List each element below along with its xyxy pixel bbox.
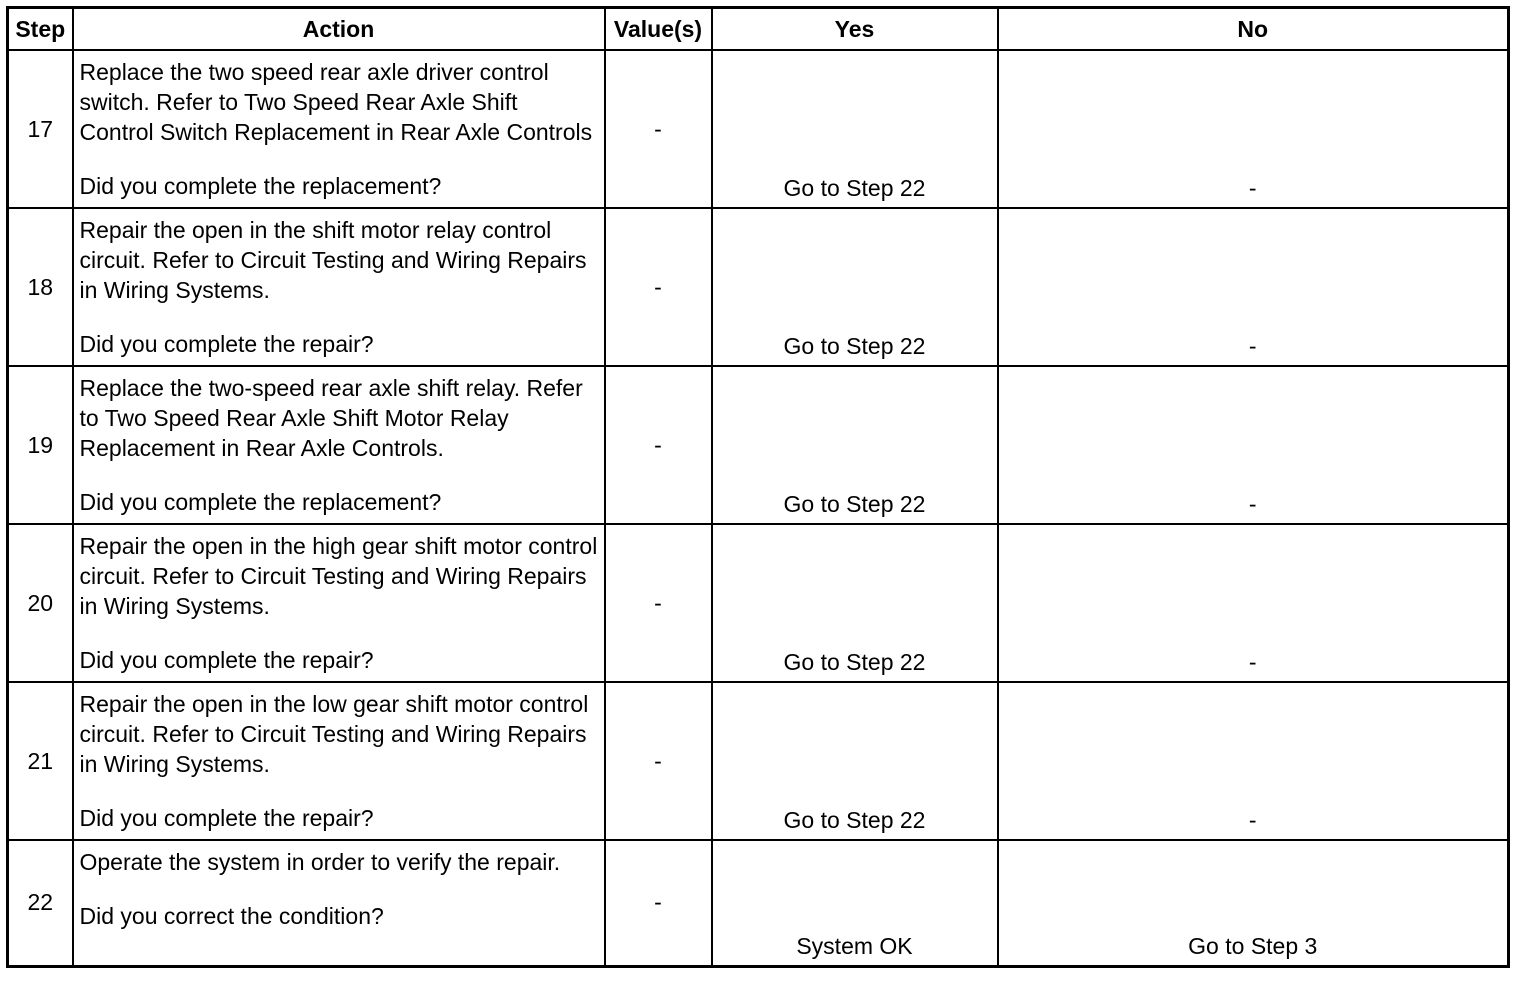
action-cell — [73, 840, 605, 966]
diagnostic-table-container — [6, 6, 1507, 968]
no-cell: - — [998, 50, 1509, 208]
action-cell — [73, 50, 605, 208]
action-instruction: Operate the system in order to verify the repair. — [79, 849, 561, 875]
action-instruction: Repair the open in the shift motor relay control circuit. Refer to Circuit Testing and Wiring Repairs in Wiring Systems. — [79, 217, 587, 303]
header-values: Value(s) — [605, 8, 712, 51]
step-number: 22 — [8, 840, 73, 966]
yes-cell: Go to Step 22 — [712, 682, 998, 840]
header-action: Action — [73, 8, 605, 51]
no-cell: - — [998, 208, 1509, 366]
no-cell: - — [998, 682, 1509, 840]
action-cell — [73, 208, 605, 366]
header-yes: Yes — [712, 8, 998, 51]
no-cell: - — [998, 524, 1509, 682]
yes-cell: Go to Step 22 — [712, 208, 998, 366]
table-row — [8, 524, 1509, 682]
step-number: 19 — [8, 366, 73, 524]
step-number: 21 — [8, 682, 73, 840]
step-number: 18 — [8, 208, 73, 366]
action-cell — [73, 524, 605, 682]
header-step: Step — [8, 8, 73, 51]
action-question: Did you complete the repair? — [79, 805, 374, 831]
action-cell — [73, 366, 605, 524]
step-number: 17 — [8, 50, 73, 208]
action-question: Did you complete the replacement? — [79, 173, 442, 199]
yes-cell: Go to Step 22 — [712, 50, 998, 208]
action-question: Did you correct the condition? — [79, 903, 384, 929]
table-row — [8, 366, 1509, 524]
header-row — [8, 8, 1509, 51]
values-cell: - — [605, 682, 712, 840]
action-instruction: Replace the two-speed rear axle shift relay. Refer to Two Speed Rear Axle Shift Motor Relay Replacement in Rear Axle Controls. — [79, 375, 583, 461]
action-instruction: Repair the open in the low gear shift motor control circuit. Refer to Circuit Testing and Wiring Repairs in Wiring Systems. — [79, 691, 589, 777]
yes-cell: Go to Step 22 — [712, 366, 998, 524]
header-no: No — [998, 8, 1509, 51]
yes-cell: System OK — [712, 840, 998, 966]
values-cell: - — [605, 50, 712, 208]
action-question: Did you complete the repair? — [79, 331, 374, 357]
yes-cell: Go to Step 22 — [712, 524, 998, 682]
diagnostic-table — [6, 6, 1510, 968]
values-cell: - — [605, 208, 712, 366]
values-cell: - — [605, 366, 712, 524]
values-cell: - — [605, 524, 712, 682]
action-instruction: Replace the two speed rear axle driver control switch. Refer to Two Speed Rear Axle Shift Control Switch Replacement in Rear Axle Controls — [79, 59, 593, 145]
action-question: Did you complete the repair? — [79, 647, 374, 673]
action-cell — [73, 682, 605, 840]
no-cell: Go to Step 3 — [998, 840, 1509, 966]
table-row — [8, 208, 1509, 366]
values-cell: - — [605, 840, 712, 966]
table-row — [8, 50, 1509, 208]
action-question: Did you complete the replacement? — [79, 489, 442, 515]
no-cell: - — [998, 366, 1509, 524]
action-instruction: Repair the open in the high gear shift motor control circuit. Refer to Circuit Testing and Wiring Repairs in Wiring Systems. — [79, 533, 598, 619]
step-number: 20 — [8, 524, 73, 682]
table-row — [8, 840, 1509, 966]
table-row — [8, 682, 1509, 840]
